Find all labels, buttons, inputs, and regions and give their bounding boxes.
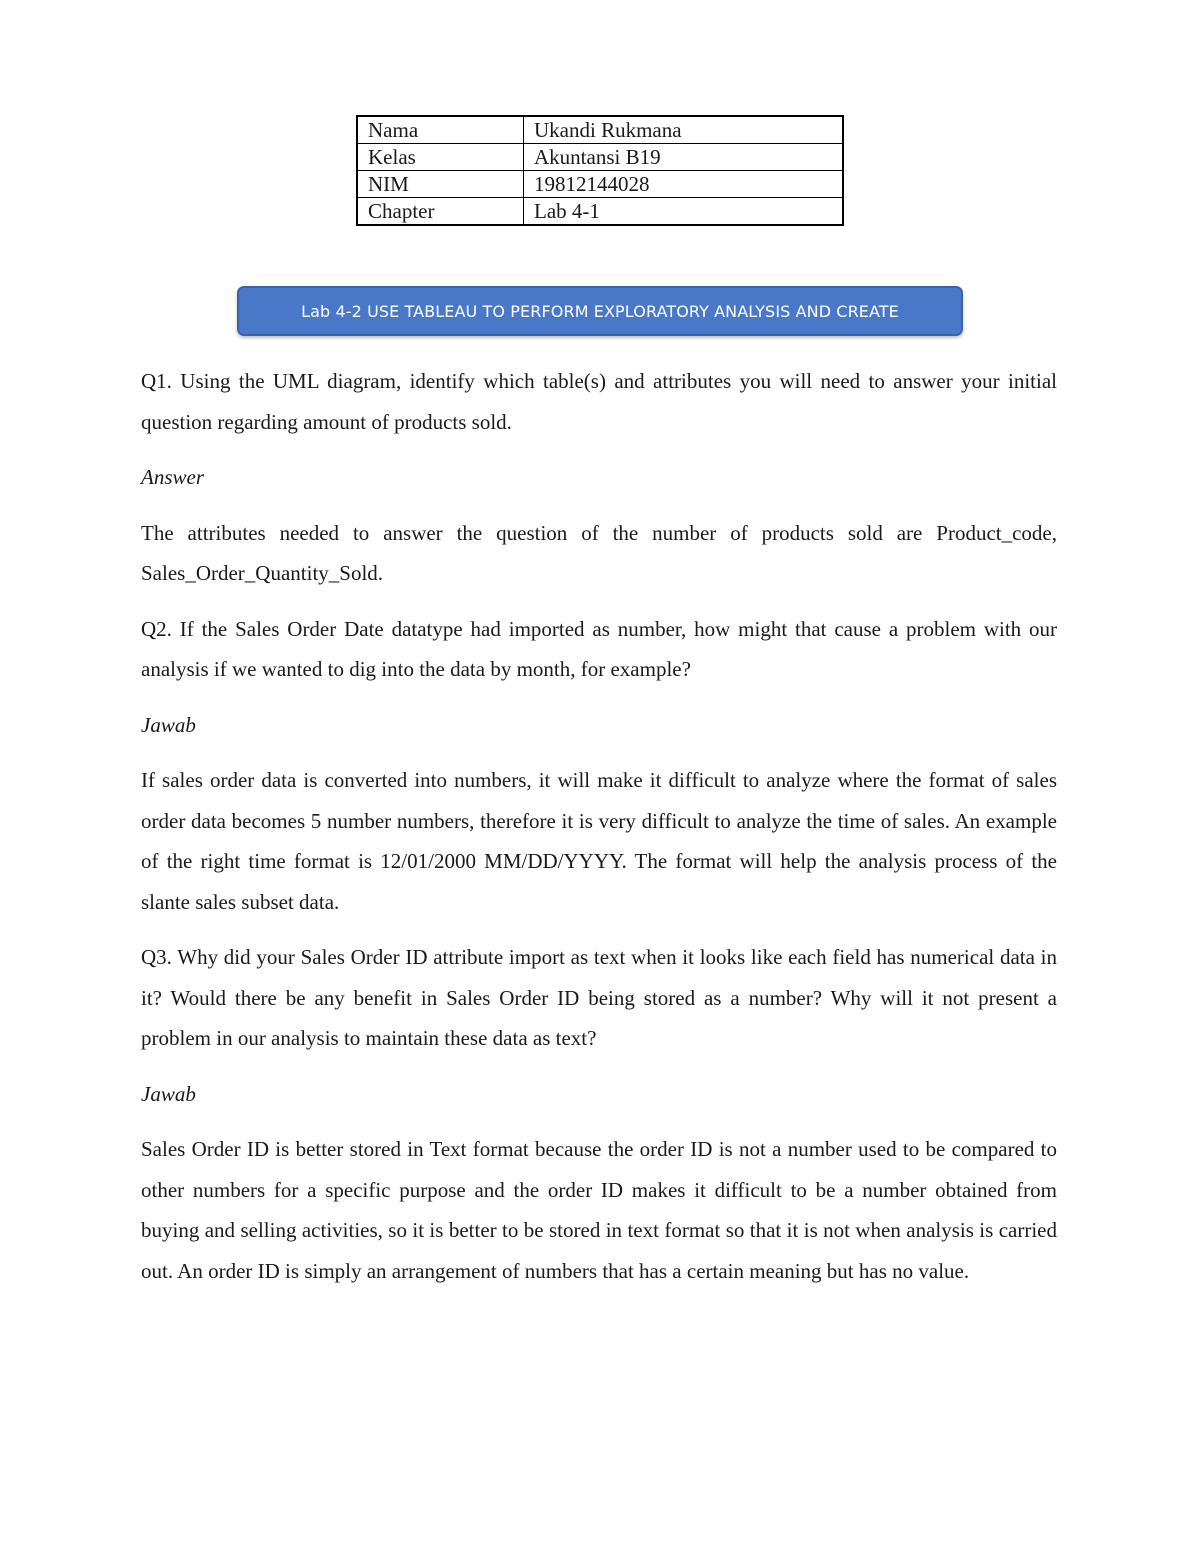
- student-info-table: [356, 115, 844, 226]
- document-body: [141, 361, 1057, 1306]
- info-value: Akuntansi B19: [524, 144, 844, 171]
- table-row: [357, 116, 843, 144]
- answer-3-label: Jawab: [141, 1081, 196, 1106]
- info-value: 19812144028: [524, 171, 844, 198]
- answer-3: Sales Order ID is better stored in Text format because the order ID is not a number used to be compared to other numbers for a specific purpose and the order ID makes it difficult to be a number obtained from buying and selling activities, so it is better to be stored in text format so that it is not when analysis is carried out. An order ID is simply an arrangement of numbers that has a certain meaning but has no value.: [141, 1137, 1057, 1283]
- lab-title-text: Lab 4-2 USE TABLEAU TO PERFORM EXPLORATORY ANALYSIS AND CREATE: [301, 301, 899, 321]
- info-key: Nama: [357, 116, 524, 144]
- answer-1-label: Answer: [141, 465, 204, 489]
- info-value: Lab 4-1: [524, 198, 844, 226]
- table-row: [357, 198, 843, 226]
- lab-title-banner: [237, 286, 963, 336]
- info-key: Kelas: [357, 144, 524, 171]
- question-2: Q2. If the Sales Order Date datatype had imported as number, how might that cause a problem with our analysis if we wanted to dig into the data by month, for example?: [141, 616, 1057, 681]
- info-key: Chapter: [357, 198, 524, 226]
- answer-2: If sales order data is converted into numbers, it will make it difficult to analyze where the format of sales order data becomes 5 number numbers, therefore it is very difficult to analyze the time of sales. An example of the right time format is 12/01/2000 MM/DD/YYYY. The format will help the analysis process of the slante sales subset data.: [141, 768, 1057, 914]
- question-1: Q1. Using the UML diagram, identify which table(s) and attributes you will need to answer your initial question regarding amount of products sold.: [141, 369, 1057, 434]
- table-row: [357, 144, 843, 171]
- table-row: [357, 171, 843, 198]
- info-key: NIM: [357, 171, 524, 198]
- answer-2-label: Jawab: [141, 712, 196, 737]
- question-3: Q3. Why did your Sales Order ID attribute import as text when it looks like each field has numerical data in it? Would there be any benefit in Sales Order ID being stored as a number? Why will it not present a problem in our analysis to maintain these data as text?: [141, 945, 1057, 1050]
- info-value: Ukandi Rukmana: [524, 116, 844, 144]
- answer-1: The attributes needed to answer the question of the number of products sold are Product_code, Sales_Order_Quantity_Sold.: [141, 520, 1057, 585]
